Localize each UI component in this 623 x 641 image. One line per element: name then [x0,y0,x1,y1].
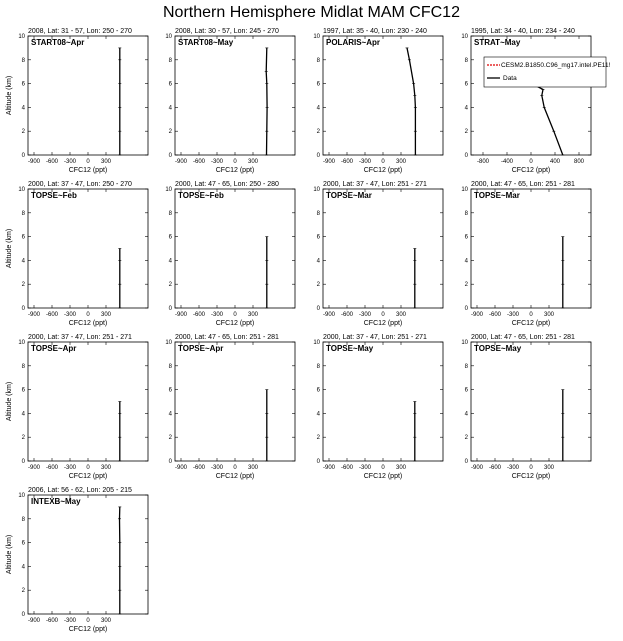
panel-3-xtick-label: -300 [358,159,372,165]
panel-5-xtick-label: -900 [27,312,41,318]
panel-10-xtick-label: 300 [247,465,259,471]
panel-9-subtitle: 2000, Lat: 37 - 47, Lon: 251 - 271 [28,334,132,341]
panel-9-xtick-label: 0 [86,465,90,471]
panel-10-xtick-label: -600 [192,465,206,471]
panel-12-ytick-label: 6 [464,387,468,394]
panel-5-subtitle: 2000, Lat: 37 - 47, Lon: 250 - 270 [28,181,132,188]
panel-9-ytick-label: 4 [21,411,25,418]
panel-11-xtick-label: 300 [395,465,407,471]
panel-7-xtick-label: -300 [358,312,372,318]
panel-13-xtick-label: -600 [45,618,59,624]
panel-9-xtick-label: 300 [100,465,112,471]
panel-4-ytick-label: 6 [464,81,468,88]
panel-2-subtitle: 2008, Lat: 30 - 57, Lon: 245 - 270 [175,28,279,35]
panel-3-ytick-label: 0 [316,153,320,159]
panel-11-ytick-label: 6 [316,387,320,394]
panel-6-xtick-label: 0 [233,312,237,318]
panel-1-xtick-label: -300 [63,159,77,165]
panel-4-xlabel: CFC12 (ppt) [511,167,551,174]
panel-9-ytick-label: 6 [21,387,25,394]
panel-5-ytick-label: 8 [21,210,25,217]
panel-8-xtick-label: 300 [543,312,555,318]
panel-6-xtick-label: -600 [192,312,206,318]
panel-5-frame [28,189,148,308]
panel-5-ytick-label: 10 [18,187,25,193]
panel-12-xtick-label: -300 [506,465,520,471]
panel-10-frame [175,342,295,461]
panel-1-ytick-label: 6 [21,81,25,88]
panel-6-xtick-label: 300 [247,312,259,318]
panel-12-title: TOPSE~May [474,344,522,353]
panel-1-frame [28,36,148,155]
panel-3-ytick-label: 10 [313,34,320,40]
panel-12-ytick-label: 8 [464,363,468,370]
panel-13-ytick-label: 2 [21,588,25,595]
panel-13-xtick-label: 300 [100,618,112,624]
panel-12-xtick-label: 300 [543,465,555,471]
panel-1-ytick-label: 10 [18,34,25,40]
panel-11-frame [323,342,443,461]
panel-3-xtick-label: -600 [340,159,354,165]
panel-9-ytick-label: 10 [18,340,25,346]
panel-7-xtick-label: 300 [395,312,407,318]
panel-2-title: START08~May [178,38,234,47]
panel-10-title: TOPSE~Apr [178,344,224,353]
figure-title: Northern Hemisphere Midlat MAM CFC12 [163,4,460,21]
panel-2-xtick-label: 0 [233,159,237,165]
panel-5-xtick-label: 0 [86,312,90,318]
panel-11-title: TOPSE~May [326,344,374,353]
panel-7-subtitle: 2000, Lat: 37 - 47, Lon: 251 - 271 [323,181,427,188]
panel-7-ytick-label: 4 [316,258,320,265]
panel-6-ytick-label: 6 [168,234,172,241]
panel-8-xlabel: CFC12 (ppt) [511,320,551,327]
panel-8-ytick-label: 10 [461,187,468,193]
panel-8-xtick-label: -300 [506,312,520,318]
panel-6-subtitle: 2000, Lat: 47 - 65, Lon: 250 - 280 [175,181,279,188]
panel-3-ytick-label: 8 [316,57,320,64]
panel-11-ytick-label: 0 [316,459,320,465]
panel-2-ytick-label: 8 [168,57,172,64]
panel-2-ytick-label: 2 [168,129,172,136]
panel-2-xtick-label: 300 [247,159,259,165]
panel-7-ytick-label: 10 [313,187,320,193]
panel-2-ytick-label: 6 [168,81,172,88]
panel-9-xtick-label: -900 [27,465,41,471]
panel-4-ytick-label: 2 [464,129,468,136]
panel-2-ytick-label: 4 [168,105,172,112]
panel-6-ytick-label: 0 [168,306,172,312]
panel-1-xtick-label: -900 [27,159,41,165]
panel-7-ytick-label: 0 [316,306,320,312]
panel-3-ytick-label: 6 [316,81,320,88]
panel-8-ytick-label: 2 [464,282,468,289]
panel-10-xtick-label: -300 [210,465,224,471]
panel-2-xtick-label: -300 [210,159,224,165]
panel-1-xtick-label: -600 [45,159,59,165]
panel-7-ytick-label: 2 [316,282,320,289]
panel-12-xtick-label: 0 [529,465,533,471]
panel-3-xtick-label: 0 [381,159,385,165]
panel-5-ytick-label: 0 [21,306,25,312]
panel-1-title: START08~Apr [31,38,85,47]
panel-10-ytick-label: 4 [168,411,172,418]
panel-1-ytick-label: 4 [21,105,25,112]
panel-8-ytick-label: 6 [464,234,468,241]
panel-7-ytick-label: 8 [316,210,320,217]
panel-4-legend-data-label: Data [503,75,517,82]
panel-4-ytick-label: 10 [461,34,468,40]
panel-12-xtick-label: -900 [470,465,484,471]
panel-12-ytick-label: 10 [461,340,468,346]
panel-11-xtick-label: 0 [381,465,385,471]
panel-3-title: POLARIS~Apr [326,38,381,47]
panel-3-subtitle: 1997, Lat: 35 - 40, Lon: 230 - 240 [323,28,427,35]
panel-6-ytick-label: 4 [168,258,172,265]
panel-10-xtick-label: -900 [174,465,188,471]
panel-9-ylabel: Altitude (km) [6,381,13,422]
panel-8-xtick-label: -900 [470,312,484,318]
panel-5-title: TOPSE~Feb [31,191,77,200]
panel-7-xtick-label: -900 [322,312,336,318]
panel-3-ytick-label: 2 [316,129,320,136]
panel-13-ytick-label: 8 [21,516,25,523]
panel-6-xtick-label: -900 [174,312,188,318]
panel-5-ytick-label: 4 [21,258,25,265]
panel-4-ytick-label: 0 [464,153,468,159]
panel-11-xlabel: CFC12 (ppt) [363,473,403,480]
panel-11-ytick-label: 4 [316,411,320,418]
panel-9-xlabel: CFC12 (ppt) [68,473,108,480]
panel-13-ytick-label: 0 [21,612,25,618]
panel-13-xtick-label: -900 [27,618,41,624]
panel-8-ytick-label: 8 [464,210,468,217]
panel-3-frame [323,36,443,155]
panel-1-xlabel: CFC12 (ppt) [68,167,108,174]
panel-1-xtick-label: 300 [100,159,112,165]
panel-9-xtick-label: -600 [45,465,59,471]
panel-4-xtick-label: -400 [500,159,514,165]
panel-12-ytick-label: 4 [464,411,468,418]
panel-11-xtick-label: -600 [340,465,354,471]
panel-2-xtick-label: -600 [192,159,206,165]
panel-4-ytick-label: 4 [464,105,468,112]
panel-9-title: TOPSE~Apr [31,344,77,353]
panel-3-xlabel: CFC12 (ppt) [363,167,403,174]
panel-3-xtick-label: -900 [322,159,336,165]
panel-10-ytick-label: 0 [168,459,172,465]
panel-8-frame [471,189,591,308]
panel-2-xlabel: CFC12 (ppt) [215,167,255,174]
panel-13-ytick-label: 6 [21,540,25,547]
panel-6-ytick-label: 2 [168,282,172,289]
panel-6-frame [175,189,295,308]
panel-5-ytick-label: 2 [21,282,25,289]
panel-13-frame [28,495,148,614]
panel-12-frame [471,342,591,461]
panel-6-xlabel: CFC12 (ppt) [215,320,255,327]
panel-12-ytick-label: 2 [464,435,468,442]
panel-6-ytick-label: 8 [168,210,172,217]
panel-7-frame [323,189,443,308]
panel-1-ytick-label: 8 [21,57,25,64]
panel-13-xlabel: CFC12 (ppt) [68,626,108,633]
panel-10-ytick-label: 8 [168,363,172,370]
panel-5-ylabel: Altitude (km) [6,228,13,269]
panel-5-xtick-label: -300 [63,312,77,318]
panel-4-xtick-label: -800 [476,159,490,165]
panel-4-xtick-label: 800 [573,159,585,165]
panel-12-xtick-label: -600 [488,465,502,471]
panel-11-xtick-label: -900 [322,465,336,471]
panel-4-subtitle: 1995, Lat: 34 - 40, Lon: 234 - 240 [471,28,575,35]
panel-8-title: TOPSE~Mar [474,191,520,200]
panel-1-ytick-label: 2 [21,129,25,136]
panel-3-ytick-label: 4 [316,105,320,112]
panel-11-subtitle: 2000, Lat: 37 - 47, Lon: 251 - 271 [323,334,427,341]
panel-11-ytick-label: 10 [313,340,320,346]
panel-11-ytick-label: 2 [316,435,320,442]
panel-13-ytick-label: 4 [21,564,25,571]
panel-10-xlabel: CFC12 (ppt) [215,473,255,480]
panel-11-ytick-label: 8 [316,363,320,370]
panel-1-subtitle: 2008, Lat: 31 - 57, Lon: 250 - 270 [28,28,132,35]
panel-2-frame [175,36,295,155]
panel-2-xtick-label: -900 [174,159,188,165]
panel-6-ytick-label: 10 [165,187,172,193]
panel-4-legend-model-label: CESM2.B1850.C96_mg17.intel.PE11! [501,62,611,69]
panel-5-ytick-label: 6 [21,234,25,241]
panel-11-xtick-label: -300 [358,465,372,471]
panel-7-xlabel: CFC12 (ppt) [363,320,403,327]
panel-4-xtick-label: 0 [529,159,533,165]
panel-6-title: TOPSE~Feb [178,191,224,200]
panel-12-xlabel: CFC12 (ppt) [511,473,551,480]
panel-2-ytick-label: 0 [168,153,172,159]
panel-5-xtick-label: -600 [45,312,59,318]
panel-2-ytick-label: 10 [165,34,172,40]
panel-13-ytick-label: 10 [18,493,25,499]
panel-12-ytick-label: 0 [464,459,468,465]
panel-13-xtick-label: -300 [63,618,77,624]
panel-8-xtick-label: 0 [529,312,533,318]
panel-10-ytick-label: 2 [168,435,172,442]
panel-3-series-data [407,48,415,155]
panel-7-ytick-label: 6 [316,234,320,241]
panel-4-title: STRAT~May [474,38,521,47]
panel-9-frame [28,342,148,461]
panel-13-title: INTEXB~May [31,497,81,506]
panel-1-ylabel: Altitude (km) [6,75,13,116]
panel-4-ytick-label: 8 [464,57,468,64]
panel-7-title: TOPSE~Mar [326,191,372,200]
panel-7-xtick-label: -600 [340,312,354,318]
panel-8-ytick-label: 0 [464,306,468,312]
panel-5-xtick-label: 300 [100,312,112,318]
panel-10-ytick-label: 6 [168,387,172,394]
panel-8-ytick-label: 4 [464,258,468,265]
panel-7-xtick-label: 0 [381,312,385,318]
panel-9-ytick-label: 8 [21,363,25,370]
panel-8-subtitle: 2000, Lat: 47 - 65, Lon: 251 - 281 [471,181,575,188]
panel-10-xtick-label: 0 [233,465,237,471]
panel-2-series-data [266,48,267,155]
panel-6-xtick-label: -300 [210,312,224,318]
panel-4-frame [471,36,591,155]
panel-9-ytick-label: 2 [21,435,25,442]
panel-8-xtick-label: -600 [488,312,502,318]
panel-9-ytick-label: 0 [21,459,25,465]
panel-13-ylabel: Altitude (km) [6,534,13,575]
panel-13-subtitle: 2006, Lat: 56 - 62, Lon: 205 - 215 [28,487,132,494]
panel-3-xtick-label: 300 [395,159,407,165]
panel-10-subtitle: 2000, Lat: 47 - 65, Lon: 251 - 281 [175,334,279,341]
panel-10-ytick-label: 10 [165,340,172,346]
panel-5-xlabel: CFC12 (ppt) [68,320,108,327]
panel-4-xtick-label: 400 [549,159,561,165]
panel-1-ytick-label: 0 [21,153,25,159]
panel-12-subtitle: 2000, Lat: 47 - 65, Lon: 251 - 281 [471,334,575,341]
panel-13-xtick-label: 0 [86,618,90,624]
panel-1-xtick-label: 0 [86,159,90,165]
panel-9-xtick-label: -300 [63,465,77,471]
